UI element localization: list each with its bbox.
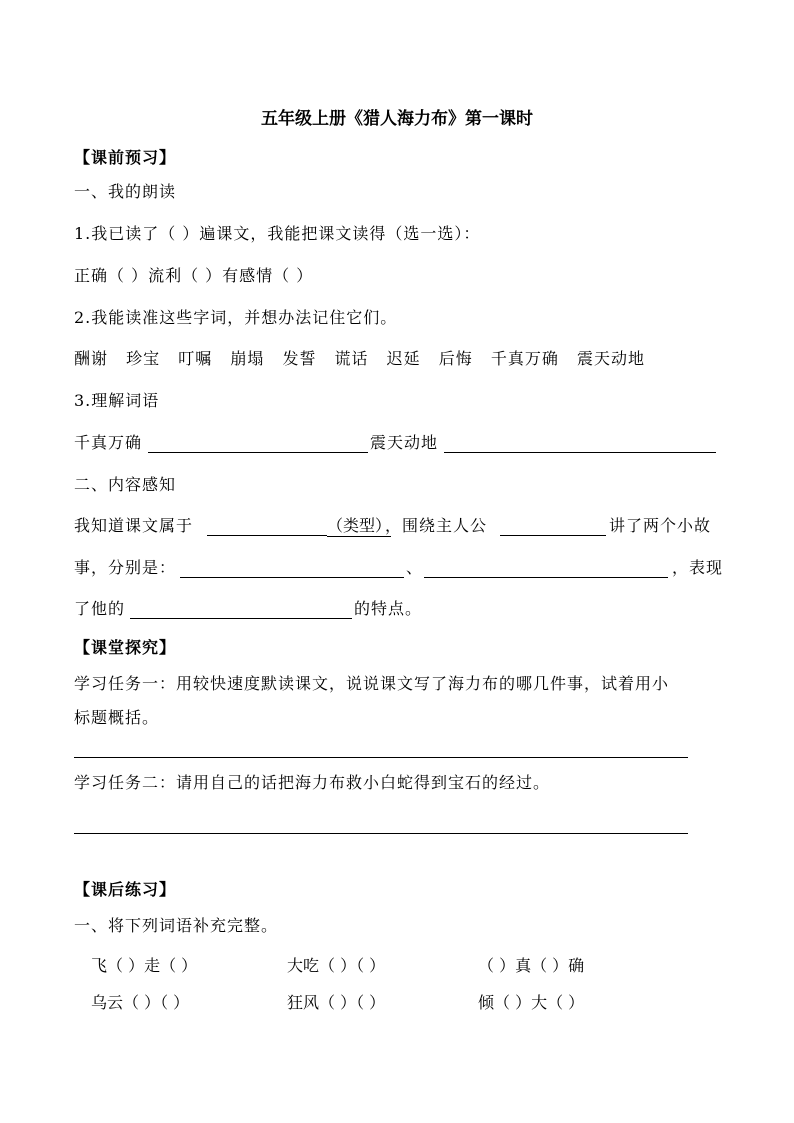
- page-title: 五年级上册《猎人海力布》第一课时: [261, 109, 533, 129]
- word-list: [74, 349, 657, 369]
- word-item: 珍宝: [126, 349, 161, 368]
- section-content-title: 二、内容感知: [74, 475, 177, 494]
- word-item: 发誓: [282, 349, 317, 368]
- content-line-3-start: 了他的: [74, 599, 126, 618]
- word-item: 谎话: [334, 349, 369, 368]
- answer-blank-line[interactable]: [500, 535, 606, 536]
- section-reading-title: 一、我的朗读: [74, 182, 177, 201]
- section-completion-title: 一、将下列词语补充完整。: [74, 916, 279, 935]
- answer-blank-line[interactable]: [148, 452, 368, 453]
- question-1-options: 正确（ ）流利（ ）有感情（ ）: [74, 266, 314, 285]
- word-item: 千真万确: [490, 349, 559, 368]
- pre-class-heading: 【课前预习】: [74, 148, 177, 167]
- answer-blank-line[interactable]: [74, 833, 688, 834]
- fill-item: （ ）真（ ）确: [478, 956, 585, 975]
- word-item: 叮嘱: [178, 349, 213, 368]
- q3-word-1: 千真万确: [74, 433, 143, 452]
- answer-blank-line[interactable]: [130, 618, 352, 619]
- fill-item: 倾（ ）大（ ）: [478, 993, 585, 1012]
- question-1-text: 1.我已读了（ ）遍课文，我能把课文读得（选一选）：: [74, 224, 481, 243]
- content-line-1-middle: ，围绕主人公: [385, 516, 488, 535]
- in-class-heading: 【课堂探究】: [74, 638, 177, 657]
- q3-word-2: 震天动地: [370, 433, 439, 452]
- fill-item: 乌云（ ）（ ）: [91, 993, 190, 1012]
- fill-item: 大吃（ ）（ ）: [287, 956, 386, 975]
- task-1-line-2: 标题概括。: [74, 708, 160, 727]
- content-line-2-start: 事，分别是：: [74, 558, 177, 577]
- content-line-2-end: ，表现: [672, 558, 724, 577]
- answer-blank-line[interactable]: [207, 535, 327, 536]
- answer-blank-line[interactable]: [424, 577, 668, 578]
- fill-item: 飞（ ）走（ ）: [91, 956, 198, 975]
- word-item: 崩塌: [230, 349, 265, 368]
- answer-blank-line[interactable]: [444, 452, 716, 453]
- content-line-1-start: 我知道课文属于: [74, 516, 194, 535]
- answer-blank-line[interactable]: [74, 757, 688, 758]
- answer-blank-line[interactable]: [180, 577, 404, 578]
- task-1-line-1: 学习任务一：用较快速度默读课文，说说课文写了海力布的哪几件事，试着用小: [74, 674, 670, 693]
- content-line-1-end: 讲了两个小故: [609, 516, 712, 535]
- word-item: 后悔: [438, 349, 473, 368]
- content-line-3-end: 的特点。: [354, 599, 423, 618]
- word-item: 迟延: [386, 349, 421, 368]
- question-2-text: 2.我能读准这些字词，并想办法记住它们。: [74, 308, 398, 327]
- question-3-text: 3.理解词语: [74, 391, 160, 410]
- after-class-heading: 【课后练习】: [74, 880, 177, 899]
- task-2-text: 学习任务二：请用自己的话把海力布救小白蛇得到宝石的经过。: [74, 773, 551, 792]
- content-type-label: （类型）: [327, 516, 392, 535]
- fill-item: 狂风（ ）（ ）: [287, 993, 386, 1012]
- content-line-2-separator: 、: [406, 558, 424, 577]
- word-item: 震天动地: [576, 349, 645, 368]
- word-item: 酬谢: [74, 349, 109, 368]
